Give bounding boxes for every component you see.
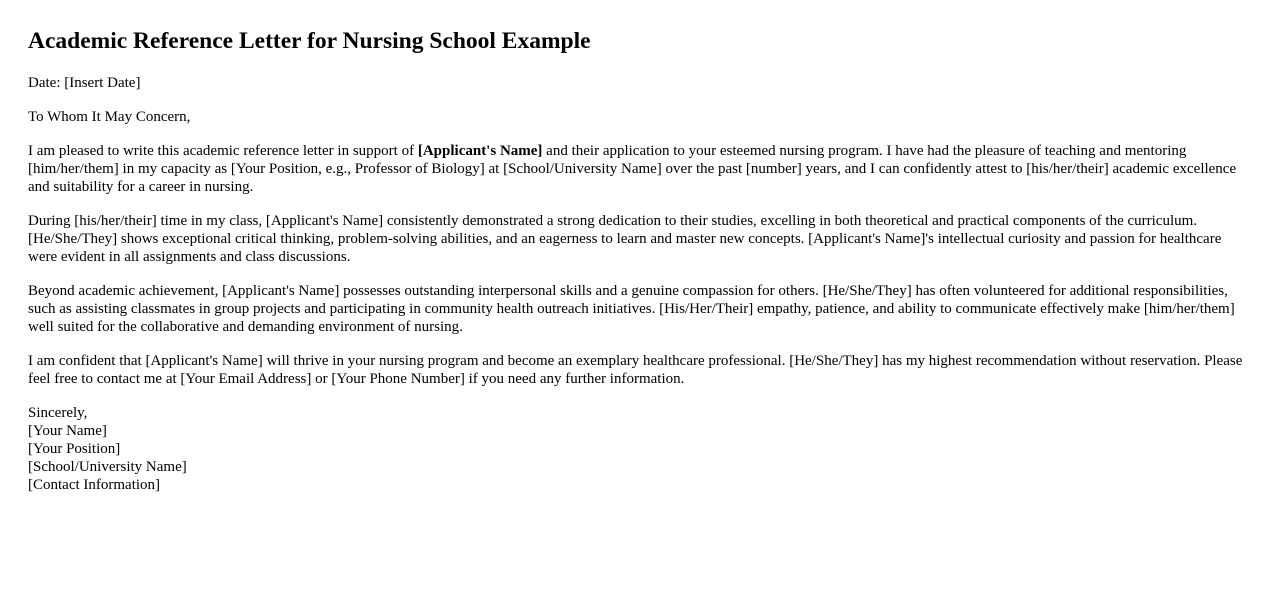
valediction: Sincerely, <box>28 405 88 421</box>
letter-paragraph-3: Beyond academic achievement, [Applicant's Name] possesses outstanding interpersonal skills and a genuine compassion for others. [He/She/They] has often volunteered for additional responsibilities, such as assisting classmates in group projects and participating in community health outreach initiatives. [His/Her/Their] empathy, patience, and ability to communicate effectively make [him/her/them] well suited for the collaborative and demanding environment of nursing. <box>28 283 1235 335</box>
signer-name: [Your Name] <box>28 423 107 439</box>
signer-school: [School/University Name] <box>28 459 187 475</box>
letter-paragraph-2: During [his/her/their] time in my class, [Applicant's Name] consistently demonstrated a strong dedication to their studies, excelling in both theoretical and practical components of the curriculum. [He/She/They] shows exceptional critical thinking, problem-solving abilities, and an eagerness to learn and master new concepts. [Applicant's Name]'s intellectual curiosity and passion for healthcare were evident in all assignments and class discussions. <box>28 213 1222 265</box>
paragraph-1-intro: I am pleased to write this academic reference letter in support of <box>28 143 418 159</box>
signer-contact: [Contact Information] <box>28 477 161 493</box>
letter-signature-block <box>28 404 1250 494</box>
letter-paragraph-1 <box>28 142 1250 196</box>
letter-greeting: To Whom It May Concern, <box>28 109 191 125</box>
letter-date: Date: [Insert Date] <box>28 75 141 91</box>
letter-paragraph-4: I am confident that [Applicant's Name] will thrive in your nursing program and become an exemplary healthcare professional. [He/She/They] has my highest recommendation without reservation. Please feel free to contact me at [Your Email Address] or [Your Phone Number] if you need any further information. <box>28 353 1243 387</box>
paragraph-1-rest: and their application to your esteemed nursing program. I have had the pleasure of teaching and mentoring [him/her/them] in my capacity as [Your Position, e.g., Professor of Biology] at [School/University Name] over the past [number] years, and I can confidently attest to [his/her/their] academic excellence and suitability for a career in nursing. <box>28 143 1237 195</box>
page-title: Academic Reference Letter for Nursing School Example <box>28 28 591 54</box>
signer-position: [Your Position] <box>28 441 121 457</box>
applicant-name-bold: [Applicant's Name] <box>417 143 543 159</box>
